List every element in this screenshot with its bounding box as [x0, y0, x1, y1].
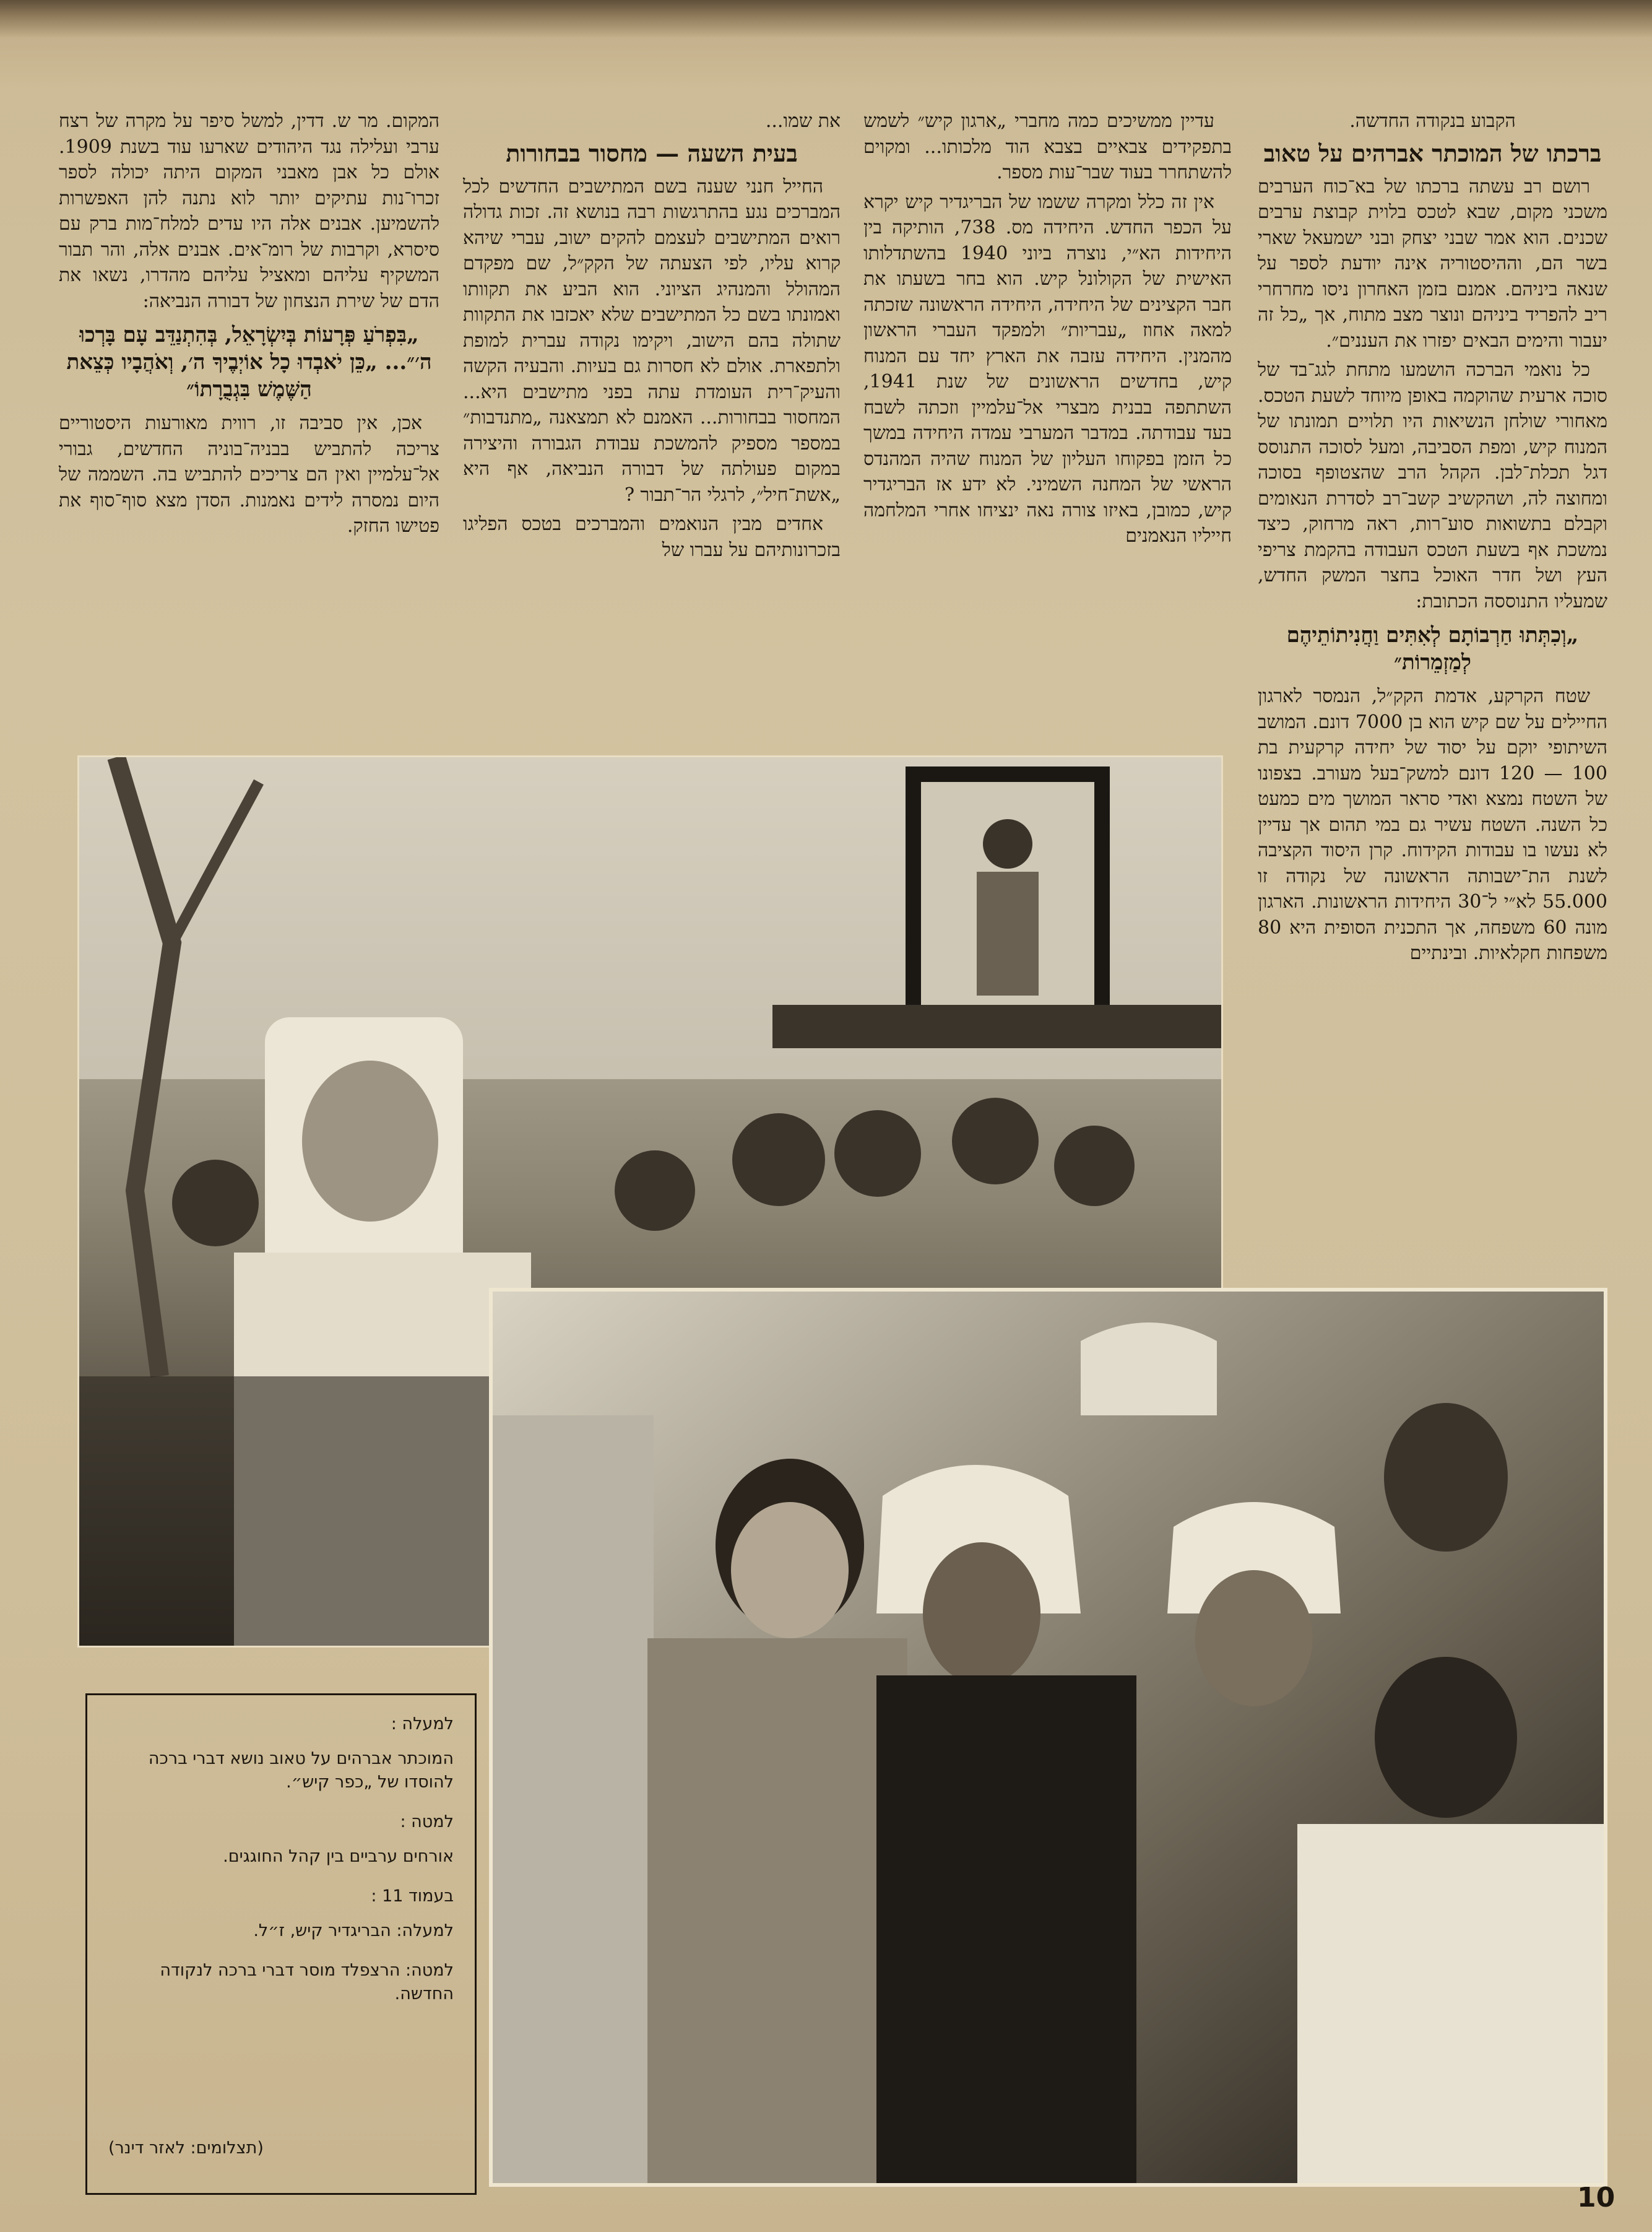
paragraph: כל נואמי הברכה הושמעו מתחת לגג־בד של סוכה ארעית שהוקמה באופן מיוחד לשעת הטכס. מאחורי שולחן הנשיאות היו תלויים תמונתו של המנוח קיש, ומפת הסביבה, ומעל לסוכה התנוסס דגל תכלת־לבן. הקהל הרב שהצטופף בסוכה ומחוצה לה, ושהקשיב קשב־רב לסדרת הנאומים וקבלם בתשואות סוע־רות, ראה מרחוק, כיצד נמשכת אף בשעת הטכס העבודה בהקמת צריפי העץ ושל חדר האוכל בחצר המשק החדש, שמעליו התנוססה הכתובת:	[1258, 359, 1607, 612]
article-column-3	[463, 108, 841, 567]
photo-captions-box	[85, 1693, 477, 2195]
verse-quote: „בִּפְרֹעַ פְּרָעוֹת בְּיִשְׂרָאֵל, בְּהִתְנַדֵּב עָם בָּרְכוּ ה׳״... „כֵּן יֹאבְדוּ כָל אוֹיְבֶיךָ ה׳, וְאֹהֲבָיו כְּצֵאת הַשֶּׁמֶשׁ בִּגְבֻרָתוֹ״	[66, 323, 432, 402]
section-heading: ברכתו של המוכתר אברהים על טאוב	[1263, 139, 1602, 167]
photo-arab-guests	[489, 1288, 1607, 2187]
column-lead: את שמו...	[765, 110, 841, 132]
article-column-1	[1258, 108, 1607, 970]
caption-label-below: למטה :	[400, 1812, 454, 1831]
caption-text-above: המוכתר אברהים על טאוב נושא דברי ברכה להוסדו של „כפר קיש״.	[148, 1749, 454, 1792]
caption-page-reference: בעמוד 11 :	[371, 1887, 454, 1906]
photo-credit: (תצלומים: לאזר דינר)	[108, 2139, 264, 2158]
paragraph: שטח הקרקע, אדמת הקק״ל, הנמסר לארגון החיילים על שם קיש הוא בן 7000 דונם. המושב השיתופי יוקם על יסוד של יחידה קרקעית בת 100 — 120 דונם למשק־בעל מעורב. בצפונו של השטח נמצא ואדי סראר המושך מים כמעט כל השנה. השטח עשיר גם במי תהום אך עדיין לא נעשו בו עבודות הקידוח. קרן היסוד הקציבה לשנת הת־ישבותה הראשונה של נקודה זו 55.000 לא״י ל־30 היחידות הראשונות. הארגון מונה 60 משפחה, אך התכנית הסופית היא 80 משפחות חקלאיות. ובינתיים	[1258, 685, 1607, 964]
article-column-2	[863, 108, 1232, 553]
paragraph: אחדים מבין הנואמים והמברכים בטכס הפליגו בזכרונותיהם על עברו של	[463, 513, 841, 561]
paragraph: עדיין ממשיכים כמה מחברי „ארגון קיש״ לשמש בתפקידים צבאיים בצבא הוד מלכותו... ומקוים להשתחרר בעוד שבר־עות מספר.	[863, 110, 1232, 183]
caption-page11-below: למטה: הרצפלד מוסר דברי ברכה לנקודה החדשה.	[160, 1961, 454, 2004]
caption-text-below: אורחים ערביים בין קהל החוגגים.	[223, 1847, 454, 1866]
paragraph: החייל חנני שענה בשם המתישבים החדשים לכל המברכים נגע בהתרגשות רבה בנושא זה. זכות גדולה רואים המתישבים לעצמם להקים ישוב, עברי שיהא קרוא עליו, לפי הצעתה של הקק״ל, שם מפקדם המהולל והמנהיג הציוני. הוא הביע את תקוותו ואמונתו בשם כל המתישבים שלא יאכזבו את התקוות שתולה בהם הישוב, ויקימו נקודה עברית למופת ולתפארת. אולם לא חסרות גם בעיות. והבעיה הקשה והעיק־רית העומדת עתה בפני מתישבים היא... המחסור בבחורות... האמנם לא תמצאנה „מתנדבות״ במספר מספיק להמשכת עבודת הגבורה והיצירה במקום פעולתה של דבורה הנביאה, אף היא „אשת־חיל״, לרגלי הר־תבור ?	[463, 175, 841, 506]
paragraph: אכן, אין סביבה זו, רווית מאורעות היסטוריים צריכה להתביש בבניה־בוניה החדשים, גבורי אל־עלמיין ואין הם צריכים להתביש בה. השממה של היום נמסרה לידים נאמנות. הסדן מצא סוף־סוף את פטישו החזק.	[59, 412, 439, 537]
photo-guests-image	[493, 1292, 1604, 2183]
paragraph: אין זה כלל ומקרה ששמו של הבריגדיר קיש יקרא על הכפר החדש. היחידה מס. 738, הותיקה בין היחידות הא״י, נוצרה ביוני 1940 בהשתדלותו האישית של הקולונל קיש. הוא בחר בשעתו את חבר הקצינים של היחידה, היחידה הראשונה שזכתה למאה אחוז „עבריות״ ולמפקד העברי הראשון מהמנין. היחידה עזבה את הארץ יחד עם המנוח קיש, בחדשים הראשונים של שנת 1941, השתתפה בבנית מבצרי אל־עלמיין וזכתה לשבח בעד עבודתה. במדבר המערבי עמדה היחידה במשך כל הזמן בפקוחו העליון של המנוח שהיה המהנדס הראשי של המחנה השמיני. לא ידע אז הבריגדיר קיש, כמובן, באיזו צורה נאה ינציחו אחרי המלחמה חייליו הנאמנים	[863, 191, 1232, 547]
paragraph: רושם רב עשתה ברכתו של בא־כוח הערבים משכני מקום, שבא לטכס בלוית קבוצת ערבים שכנים. הוא אמר שבני יצחק ובני ישמעאל שארי בשר הם, וההיסטוריה אינה יודעת לספר על שנאה ביניהם. אמנם בזמן האחרון ניסו מחרחרי ריב להפריד ביניהם ונוצר מצב מתוח, אך „כל זה יעבור והימים הבאים יפזרו את העננים״.	[1258, 175, 1607, 352]
paragraph: המקום. מר ש. דדין, למשל סיפר על מקרה של רצח ערבי ועלילה נגד היהודים שארעו עוד בשנת 1909. אולם כל אבן מאבני המקום היתה יכולה לספר זכרו־נות עתיקים יותר לוא נתנה להן האפשרות להשמיען. אבנים אלה היו עדים למלח־מות ברק עם סיסרא, וקרבות של רומ־אים. אבנים אלה, והר תבור המשקיף עליהם ומאציל עליהם מהדרו, נשאו את הדם של שירת הנצחון של דבורה הנביאה:	[59, 110, 439, 312]
verse-quote: „וְכִתְּתוּ חַרְבוֹתָם לְאִתִּים וַחֲנִיתוֹתֵיהֶם לְמַזְמֵרוֹת״	[1286, 623, 1579, 675]
caption-label-above: למעלה :	[391, 1714, 454, 1734]
article-column-4	[59, 108, 439, 543]
column-lead: הקבוע בנקודה החדשה.	[1349, 110, 1516, 132]
section-heading: בעית השעה — מחסור בבחורות	[506, 139, 798, 167]
caption-page11-above: למעלה: הבריגדיר קיש, ז״ל.	[253, 1921, 454, 1940]
page-number: 10	[1577, 2182, 1615, 2213]
page-top-edge	[0, 0, 1652, 37]
